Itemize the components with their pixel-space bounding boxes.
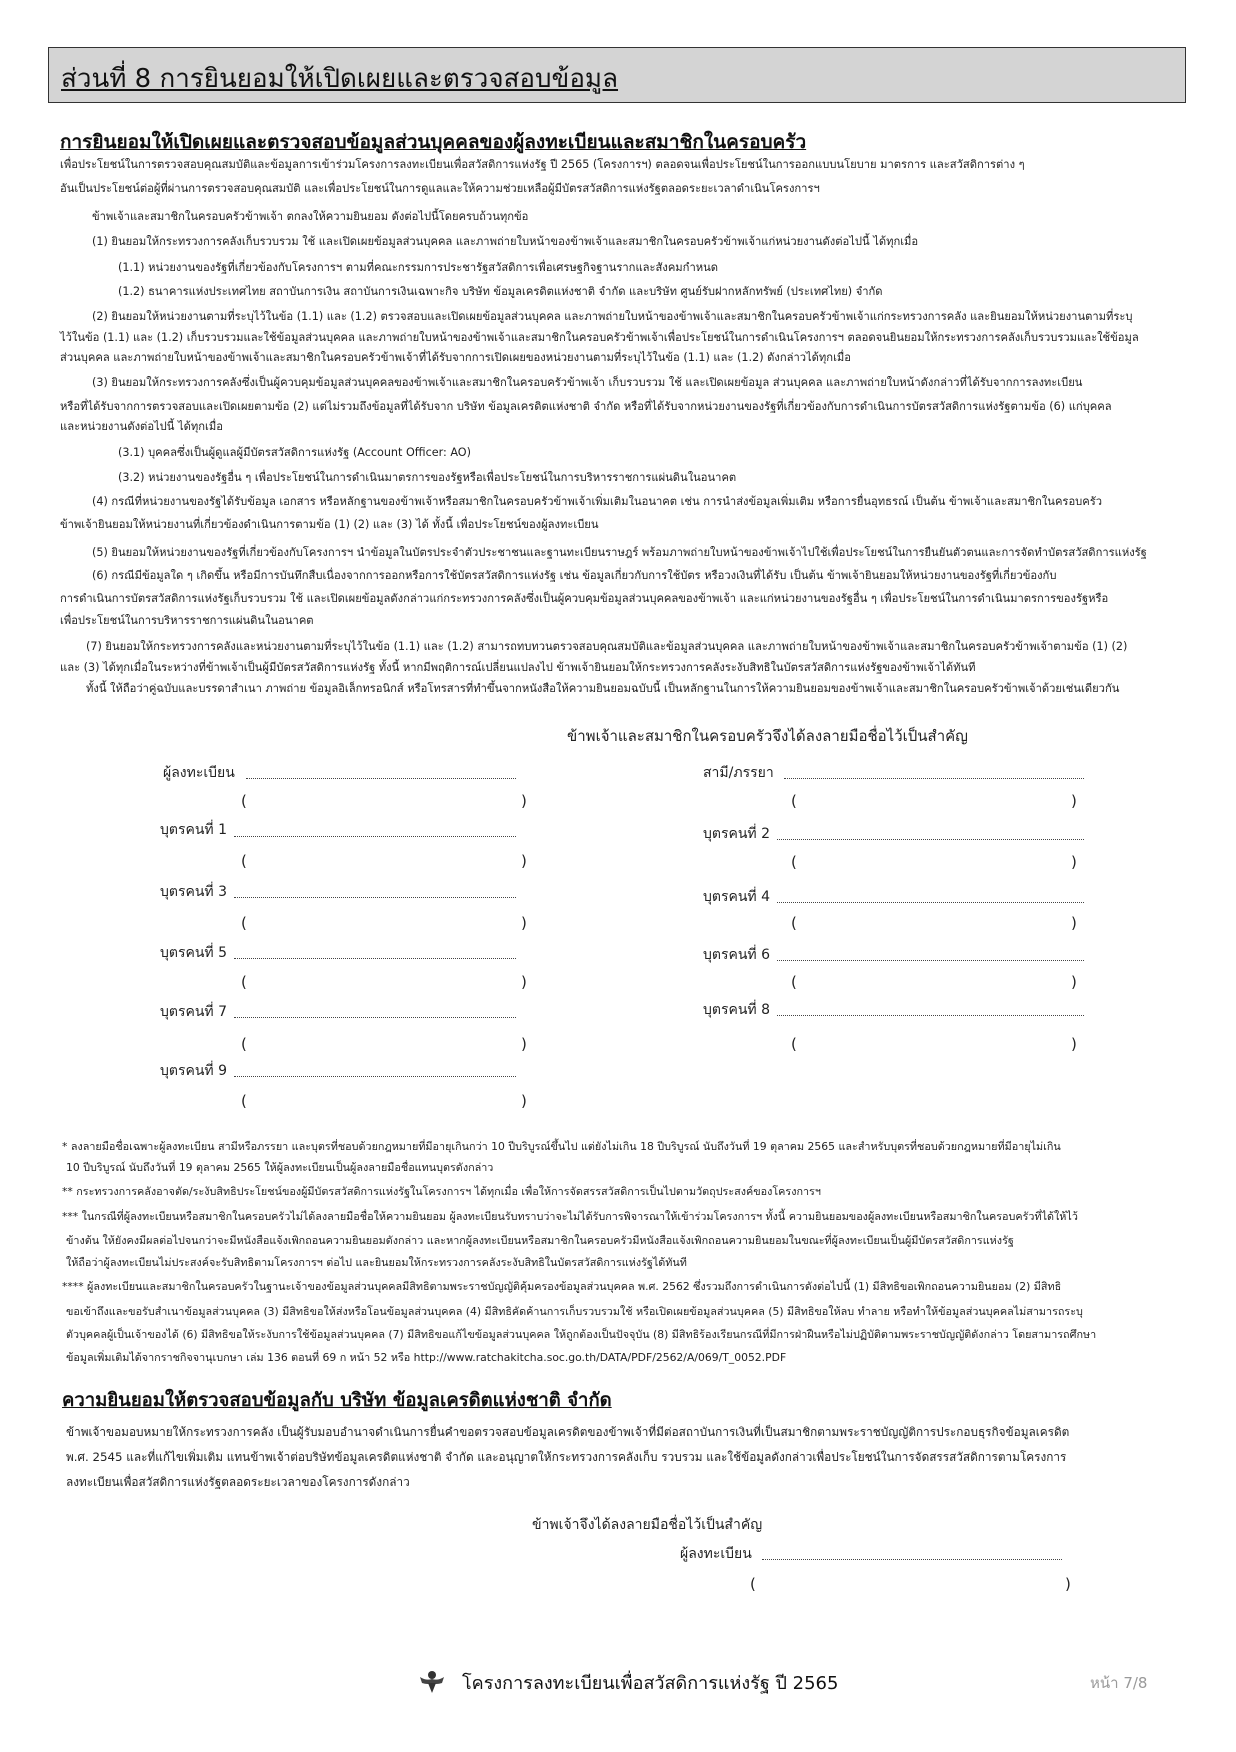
signer-label-child-3: บุตรคนที่ 3 xyxy=(160,884,228,900)
consent1-line: อันเป็นประโยชน์ต่อผู้ที่ผ่านการตรวจสอบคุณสมบัติ และเพื่อประโยชน์ในการดูแลและให้ความช่วยเหลือผู้มีบัตรสวัสดิการแห่งรัฐตลอดระยะเวลาดำเนินโครงการฯ xyxy=(60,182,820,195)
consent1-line: ข้าพเจ้าและสมาชิกในครอบครัวข้าพเจ้า ตกลงให้ความยินยอม ดังต่อไปนี้โดยครบถ้วนทุกข้อ xyxy=(92,210,529,223)
signer-label-child-1: บุตรคนที่ 1 xyxy=(160,822,228,838)
paren-open: ( xyxy=(241,973,247,991)
paren-close: ) xyxy=(1071,914,1077,932)
paren-close: ) xyxy=(521,1092,527,1110)
consent1-line: (7) ยินยอมให้กระทรวงการคลังและหน่วยงานตามที่ระบุไว้ในข้อ (1.1) และ (1.2) สามารถทบทวนตรวจสอบคุณสมบัติและข้อมูลส่วนบุคคล และภาพถ่ายใบหน้าของข้าพเจ้าและสมาชิกในครอบครัวข้าพเจ้าตามข้อ (1) (2) xyxy=(86,640,1128,653)
paren-open: ( xyxy=(750,1575,756,1593)
paren-open: ( xyxy=(241,1092,247,1110)
footer-title: โครงการลงทะเบียนเพื่อสวัสดิการแห่งรัฐ ปี 2565 xyxy=(462,1673,839,1694)
signature-line[interactable] xyxy=(234,958,516,959)
paren-close: ) xyxy=(1071,1035,1077,1053)
signature-line[interactable] xyxy=(777,1015,1084,1016)
signature-line[interactable] xyxy=(777,960,1084,961)
footnote-line: * ลงลายมือชื่อเฉพาะผู้ลงทะเบียน สามีหรือภรรยา และบุตรที่ชอบด้วยกฎหมายที่มีอายุเกินกว่า 10 ปีบริบูรณ์ขึ้นไป แต่ยังไม่เกิน 18 ปีบริบูรณ์ นับถึงวันที่ 19 ตุลาคม 2565 และสำหรับบุตรที่ชอบด้วยกฎหมายที่มีอายุไม่เกิน xyxy=(62,1140,1061,1153)
section-header xyxy=(48,47,1186,103)
paren-close: ) xyxy=(521,792,527,810)
paren-open: ( xyxy=(241,852,247,870)
paren-open: ( xyxy=(241,1035,247,1053)
consent1-line: (3.2) หน่วยงานของรัฐอื่น ๆ เพื่อประโยชน์ในการดำเนินมาตรการของรัฐหรือเพื่อประโยชน์ในการบริหารราชการแผ่นดินในอนาคต xyxy=(118,471,737,484)
footnote-line: ตัวบุคคลผู้เป็นเจ้าของได้ (6) มีสิทธิขอให้ระงับการใช้ข้อมูลส่วนบุคคล (7) มีสิทธิขอแก้ไขข้อมูลส่วนบุคคล ให้ถูกต้องเป็นปัจจุบัน (8) มีสิทธิร้องเรียนกรณีที่มีการฝ่าฝืนหรือไม่ปฏิบัติตามพระราชบัญญัติดังกล่าว โดยสามารถศึกษา xyxy=(66,1328,1097,1341)
signer-label-child-8: บุตรคนที่ 8 xyxy=(703,1002,771,1018)
paren-open: ( xyxy=(241,914,247,932)
consent1-line: การดำเนินการบัตรสวัสดิการแห่งรัฐเก็บรวบรวม ใช้ และเปิดเผยข้อมูลดังกล่าวแก่กระทรวงการคลังซึ่งเป็นผู้ควบคุมข้อมูลส่วนบุคคลของข้าพเจ้า และแก่หน่วยงานของรัฐอื่น ๆ เพื่อประโยชน์ในการดำเนินมาตรการของรัฐหรือ xyxy=(60,592,1109,605)
paren-open: ( xyxy=(241,792,247,810)
signature-line[interactable] xyxy=(234,1076,516,1077)
signer-label-child-5: บุตรคนที่ 5 xyxy=(160,945,228,961)
signer-label-child-9: บุตรคนที่ 9 xyxy=(160,1063,228,1079)
footnote-line: **** ผู้ลงทะเบียนและสมาชิกในครอบครัวในฐานะเจ้าของข้อมูลส่วนบุคคลมีสิทธิตามพระราชบัญญัติคุ้มครองข้อมูลส่วนบุคคล พ.ศ. 2562 ซึ่งรวมถึงการดำเนินการดังต่อไปนี้ (1) มีสิทธิขอเพิกถอนความยินยอม (2) มีสิทธิ xyxy=(62,1280,1062,1293)
consent1-line: (1) ยินยอมให้กระทรวงการคลังเก็บรวบรวม ใช้ และเปิดเผยข้อมูลส่วนบุคคล และภาพถ่ายใบหน้าของข้าพเจ้าและสมาชิกในครอบครัวข้าพเจ้าแก่หน่วยงานดังต่อไปนี้ ได้ทุกเมื่อ xyxy=(92,235,919,248)
footnote-line: ขอเข้าถึงและขอรับสำเนาข้อมูลส่วนบุคคล (3) มีสิทธิขอให้ส่งหรือโอนข้อมูลส่วนบุคคล (4) มีสิทธิคัดค้านการเก็บรวบรวมใช้ หรือเปิดเผยข้อมูลส่วนบุคคล (5) มีสิทธิขอให้ลบ ทำลาย หรือทำให้ข้อมูลส่วนบุคคลไม่สามารถระบุ xyxy=(66,1305,1083,1318)
consent1-line: (3) ยินยอมให้กระทรวงการคลังซึ่งเป็นผู้ควบคุมข้อมูลส่วนบุคคลของข้าพเจ้าและสมาชิกในครอบครัวข้าพเจ้า เก็บรวบรวม ใช้ และเปิดเผยข้อมูล ส่วนบุคคล และภาพถ่ายใบหน้าดังกล่าวที่ได้รับจากการลงทะเบียน xyxy=(92,376,1083,389)
consent1-line: (1.1) หน่วยงานของรัฐที่เกี่ยวข้องกับโครงการฯ ตามที่คณะกรรมการประชารัฐสวัสดิการเพื่อเศรษฐกิจฐานรากและสังคมกำหนด xyxy=(118,261,719,274)
consent1-line: (2) ยินยอมให้หน่วยงานตามที่ระบุไว้ในข้อ (1.1) และ (1.2) ตรวจสอบและเปิดเผยข้อมูลส่วนบุคคล และภาพถ่ายใบหน้าของข้าพเจ้าและสมาชิกในครอบครัวข้าพเจ้าแก่กระทรวงการคลัง และยินยอมให้หน่วยงานตามที่ระบุ xyxy=(92,310,1133,323)
paren-close: ) xyxy=(1071,853,1077,871)
consent1-line: หรือที่ได้รับจากการตรวจสอบและเปิดเผยตามข้อ (2) แต่ไม่รวมถึงข้อมูลที่ได้รับจาก บริษัท ข้อมูลเครดิตแห่งชาติ จำกัด หรือที่ได้รับจากหน่วยงานของรัฐที่เกี่ยวข้องกับการดำเนินการบัตรสวัสดิการแห่งรัฐตามข้อ (6) แก่บุคคล xyxy=(60,400,1112,413)
consent1-line: และ (3) ได้ทุกเมื่อในระหว่างที่ข้าพเจ้าเป็นผู้มีบัตรสวัสดิการแห่งรัฐ ทั้งนี้ หากมีพฤติการณ์เปลี่ยนแปลงไป ข้าพเจ้ายินยอมให้กระทรวงการคลังระงับสิทธิในบัตรสวัสดิการแห่งรัฐของข้าพเจ้าได้ทันที xyxy=(60,661,976,674)
signature-line[interactable] xyxy=(777,902,1084,903)
garuda-emblem-icon xyxy=(418,1667,446,1695)
footnote-line: ให้ถือว่าผู้ลงทะเบียนไม่ประสงค์จะรับสิทธิตามโครงการฯ ต่อไป และยินยอมให้กระทรวงการคลังระงับสิทธิในบัตรสวัสดิการแห่งรัฐได้ทันที xyxy=(66,1256,687,1269)
consent1-line: ไว้ในข้อ (1.1) และ (1.2) เก็บรวบรวมและใช้ข้อมูลส่วนบุคคล และภาพถ่ายใบหน้าของข้าพเจ้าและสมาชิกในครอบครัวข้าพเจ้าเพื่อประโยชน์ในการดำเนินโครงการฯ ตลอดจนยินยอมให้กระทรวงการคลังเก็บรวบรวมและใช้ข้อมูล xyxy=(60,331,1139,344)
consent2-sign-caption: ข้าพเจ้าจึงได้ลงลายมือชื่อไว้เป็นสำคัญ xyxy=(532,1517,763,1533)
consent1-sign-caption: ข้าพเจ้าและสมาชิกในครอบครัวจึงได้ลงลายมือชื่อไว้เป็นสำคัญ xyxy=(567,727,968,745)
consent1-line: (3.1) บุคคลซึ่งเป็นผู้ดูแลผู้มีบัตรสวัสดิการแห่งรัฐ (Account Officer: AO) xyxy=(118,446,471,459)
paren-close: ) xyxy=(1071,792,1077,810)
consent1-line: ข้าพเจ้ายินยอมให้หน่วยงานที่เกี่ยวข้องดำเนินการตามข้อ (1) (2) และ (3) ได้ ทั้งนี้ เพื่อประโยชน์ของผู้ลงทะเบียน xyxy=(60,518,599,531)
paren-close: ) xyxy=(1071,973,1077,991)
signature-line[interactable] xyxy=(234,1017,516,1018)
footnote-line: ** กระทรวงการคลังอาจตัด/ระงับสิทธิประโยชน์ของผู้มีบัตรสวัสดิการแห่งรัฐในโครงการฯ ได้ทุกเมื่อ เพื่อให้การจัดสรรสวัสดิการเป็นไปตามวัตถุประสงค์ของโครงการฯ xyxy=(62,1185,821,1198)
consent2-line: ลงทะเบียนเพื่อสวัสดิการแห่งรัฐตลอดระยะเวลาของโครงการดังกล่าว xyxy=(66,1475,410,1489)
consent1-line: และหน่วยงานดังต่อไปนี้ ได้ทุกเมื่อ xyxy=(60,420,223,433)
consent2-line: พ.ศ. 2545 และที่แก้ไขเพิ่มเติม แทนข้าพเจ้าต่อบริษัทข้อมูลเครดิตแห่งชาติ จำกัด และอนุญาตให้กระทรวงการคลังเก็บ รวบรวม และใช้ข้อมูลดังกล่าวเพื่อประโยชน์ในการจัดสรรสวัสดิการตามโครงการ xyxy=(66,1450,1067,1464)
signature-line[interactable] xyxy=(784,778,1084,779)
consent2-heading: ความยินยอมให้ตรวจสอบข้อมูลกับ บริษัท ข้อมูลเครดิตแห่งชาติ จำกัด xyxy=(62,1390,612,1411)
consent1-line: เพื่อประโยชน์ในการบริหารราชการแผ่นดินในอนาคต xyxy=(60,614,314,627)
signature-line[interactable] xyxy=(246,778,516,779)
signer-label-child-7: บุตรคนที่ 7 xyxy=(160,1004,228,1020)
footnote-line: ข้างต้น ให้ยังคงมีผลต่อไปจนกว่าจะมีหนังสือแจ้งเพิกถอนความยินยอมดังกล่าว และหากผู้ลงทะเบียนหรือสมาชิกในครอบครัวมีหนังสือแจ้งเพิกถอนความยินยอมในขณะที่ผู้ลงทะเบียนเป็นผู้มีบัตรสวัสดิการแห่งรัฐ xyxy=(66,1234,1014,1247)
signature-line[interactable] xyxy=(234,897,516,898)
paren-close: ) xyxy=(521,852,527,870)
consent1-line: (5) ยินยอมให้หน่วยงานของรัฐที่เกี่ยวข้องกับโครงการฯ นำข้อมูลในบัตรประจำตัวประชาชนและฐานทะเบียนราษฎร์ พร้อมภาพถ่ายใบหน้าของข้าพเจ้าไปใช้เพื่อประโยชน์ในการยืนยันตัวตนและการจัดทำบัตรสวัสดิการแห่งรัฐ xyxy=(92,546,1147,559)
signer-label-child-4: บุตรคนที่ 4 xyxy=(703,889,771,905)
consent2-signer-label: ผู้ลงทะเบียน xyxy=(680,1546,752,1562)
paren-close: ) xyxy=(1065,1575,1071,1593)
footnote-line: ข้อมูลเพิ่มเติมได้จากราชกิจจานุเบกษา เล่ม 136 ตอนที่ 69 ก หน้า 52 หรือ http://www.ratchakitcha.soc.go.th/DATA/PDF/2562/A/069/T_0052.PDF xyxy=(66,1351,787,1364)
consent1-line: (4) กรณีที่หน่วยงานของรัฐได้รับข้อมูล เอกสาร หรือหลักฐานของข้าพเจ้าหรือสมาชิกในครอบครัวข้าพเจ้าเพิ่มเติมในอนาคต เช่น การนำส่งข้อมูลเพิ่มเติม หรือการยื่นอุทธรณ์ เป็นต้น ข้าพเจ้าและสมาชิกในครอบครัว xyxy=(92,495,1103,508)
paren-open: ( xyxy=(791,914,797,932)
paren-open: ( xyxy=(791,1035,797,1053)
consent1-line: (1.2) ธนาคารแห่งประเทศไทย สถาบันการเงิน สถาบันการเงินเฉพาะกิจ บริษัท ข้อมูลเครดิตแห่งชาติ จำกัด และบริษัท ศูนย์รับฝากหลักทรัพย์ (ประเทศไทย) จำกัด xyxy=(118,285,883,298)
paren-close: ) xyxy=(521,914,527,932)
signature-line[interactable] xyxy=(777,839,1084,840)
footnote-line: 10 ปีบริบูรณ์ นับถึงวันที่ 19 ตุลาคม 2565 ให้ผู้ลงทะเบียนเป็นผู้ลงลายมือชื่อแทนบุตรดังกล่าว xyxy=(66,1161,494,1174)
consent1-line: เพื่อประโยชน์ในการตรวจสอบคุณสมบัติและข้อมูลการเข้าร่วมโครงการลงทะเบียนเพื่อสวัสดิการแห่งรัฐ ปี 2565 (โครงการฯ) ตลอดจนเพื่อประโยชน์ในการออกแบบนโยบาย มาตรการ และสวัสดิการต่าง ๆ xyxy=(60,158,1025,171)
signature-line[interactable] xyxy=(762,1559,1062,1560)
consent1-line: ทั้งนี้ ให้ถือว่าคู่ฉบับและบรรดาสำเนา ภาพถ่าย ข้อมูลอิเล็กทรอนิกส์ หรือโทรสารที่ทำขึ้นจากหนังสือให้ความยินยอมฉบับนี้ เป็นหลักฐานในการให้ความยินยอมของข้าพเจ้าและสมาชิกในครอบครัวข้าพเจ้าด้วยเช่นเดียวกัน xyxy=(86,682,1120,695)
signer-label-spouse: สามี/ภรรยา xyxy=(703,765,774,781)
consent1-line: ส่วนบุคคล และภาพถ่ายใบหน้าของข้าพเจ้าและสมาชิกในครอบครัวข้าพเจ้าที่ได้รับจากการเปิดเผยของหน่วยงานตามที่ระบุไว้ในข้อ (1.1) และ (1.2) ดังกล่าวได้ทุกเมื่อ xyxy=(60,351,851,364)
signer-label-registrant: ผู้ลงทะเบียน xyxy=(163,765,235,781)
paren-open: ( xyxy=(791,973,797,991)
consent2-line: ข้าพเจ้าขอมอบหมายให้กระทรวงการคลัง เป็นผู้รับมอบอำนาจดำเนินการยื่นคำขอตรวจสอบข้อมูลเครดิตของข้าพเจ้าที่มีต่อสถาบันการเงินที่เป็นสมาชิกตามพระราชบัญญัติการประกอบธุรกิจข้อมูลเครดิต xyxy=(66,1425,1070,1439)
footnote-line: *** ในกรณีที่ผู้ลงทะเบียนหรือสมาชิกในครอบครัวไม่ได้ลงลายมือชื่อให้ความยินยอม ผู้ลงทะเบียนรับทราบว่าจะไม่ได้รับการพิจารณาให้เข้าร่วมโครงการฯ ทั้งนี้ ความยินยอมของผู้ลงทะเบียนหรือสมาชิกในครอบครัวที่ได้ให้ไว้ xyxy=(62,1210,1078,1223)
paren-close: ) xyxy=(521,1035,527,1053)
consent1-line: (6) กรณีมีข้อมูลใด ๆ เกิดขึ้น หรือมีการบันทึกสืบเนื่องจากการออกหรือการใช้บัตรสวัสดิการแห่งรัฐ เช่น ข้อมูลเกี่ยวกับการใช้บัตร หรือวงเงินที่ได้รับ เป็นต้น ข้าพเจ้ายินยอมให้หน่วยงานของรัฐที่เกี่ยวข้องกับ xyxy=(92,569,1057,582)
signature-line[interactable] xyxy=(234,836,516,837)
page-number: หน้า 7/8 xyxy=(1090,1674,1148,1692)
consent1-heading: การยินยอมให้เปิดเผยและตรวจสอบข้อมูลส่วนบุคคลของผู้ลงทะเบียนและสมาชิกในครอบครัว xyxy=(60,131,807,153)
signer-label-child-2: บุตรคนที่ 2 xyxy=(703,826,771,842)
signer-label-child-6: บุตรคนที่ 6 xyxy=(703,947,771,963)
paren-open: ( xyxy=(791,853,797,871)
section-title: ส่วนที่ 8 การยินยอมให้เปิดเผยและตรวจสอบข้อมูล xyxy=(61,64,619,94)
paren-open: ( xyxy=(791,792,797,810)
paren-close: ) xyxy=(521,973,527,991)
